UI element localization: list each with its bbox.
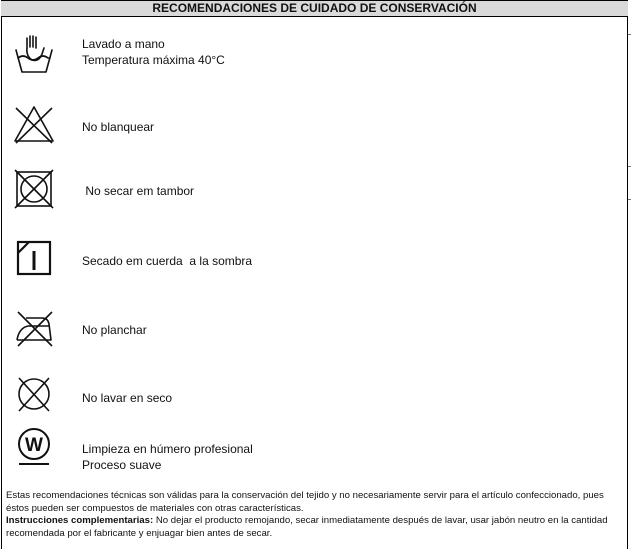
no-iron-icon [12,306,56,350]
page-title: RECOMENDACIONES DE CUIDADO DE CONSERVACIÓN [1,0,628,17]
care-item-label: Limpieza en húmero profesional [82,442,253,456]
care-item-label: No blanquear [82,120,155,134]
footer-notes [6,490,624,540]
instructions-label: Instrucciones complementarias: [6,515,154,526]
line-dry-shade-icon [12,237,56,281]
no-dry-clean-icon [12,373,56,417]
no-tumble-dry-icon [12,167,56,211]
wet-clean-gentle-icon [12,426,56,470]
no-bleach-icon [12,103,56,147]
instructions-text: No dejar el producto remojando, secar inmediatamente después de lavar, usar jabón neutro en la cantidad recomendada por el fabricante y enjuagar bien antes de secar. [6,515,608,539]
care-item-label: No planchar [82,323,147,337]
footer-paragraph: Estas recomendaciones técnicas son válidas para la conservación del tejido y no necesariamente servir para el artículo confeccionado, pues éstos pueden ser compuestos de materiales con otras características. [6,490,604,514]
care-item-label: No secar em tambor [82,184,195,198]
care-item-label: Lavado a mano [82,37,165,51]
care-item-label: Secado em cuerda a la sombra [82,254,253,268]
care-item-label: No lavar en seco [82,391,173,405]
care-item-detail: Proceso suave [82,458,162,472]
svg-text:W: W [25,435,43,456]
hand-wash-icon [12,34,56,78]
footer-instructions [6,515,624,540]
care-item-detail: Temperatura máxima 40°C [82,53,225,67]
